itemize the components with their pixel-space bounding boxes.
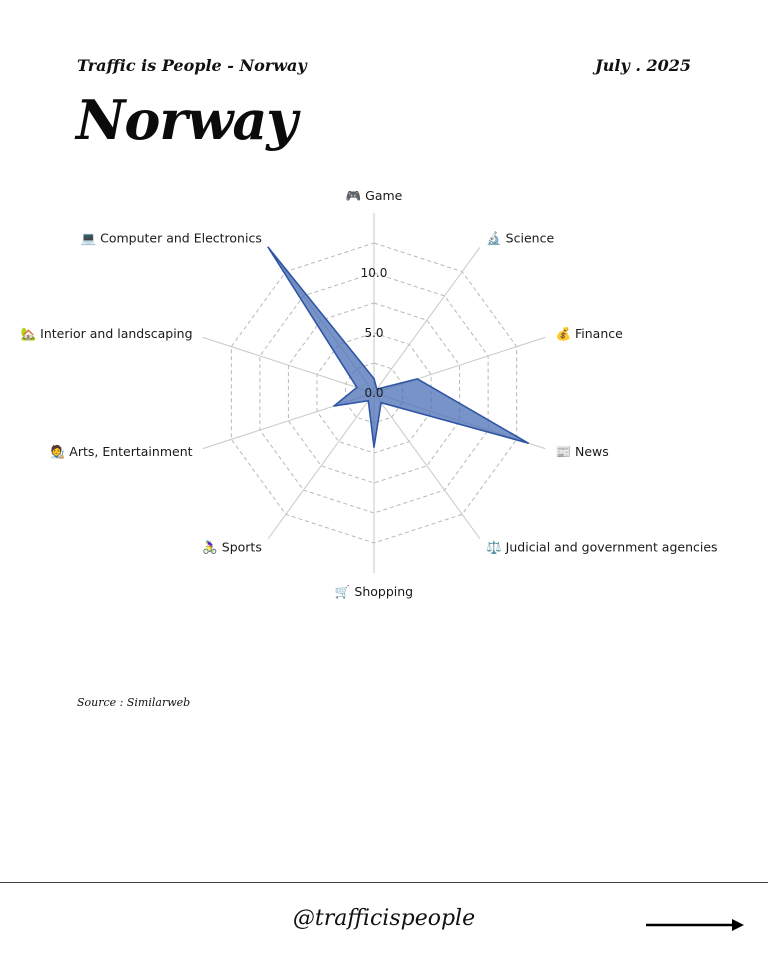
category-label: 📰 News <box>555 443 609 459</box>
chart-subtitle: Traffic is People - Norway <box>77 56 307 75</box>
series-point <box>356 387 358 389</box>
series-point <box>380 402 382 404</box>
category-label: 🚴‍♀️ Sports <box>202 539 262 555</box>
category-label: ⚖️ Judicial and government agencies <box>486 539 718 555</box>
series-point <box>373 378 375 380</box>
series-point <box>333 405 335 407</box>
category-label: 🛒 Shopping <box>334 583 414 599</box>
next-arrow-icon[interactable] <box>646 916 746 934</box>
category-label: 🎮 Game <box>345 190 403 204</box>
series-point <box>527 442 529 444</box>
page-title: Norway <box>76 88 297 152</box>
category-label: 🏡 Interior and landscaping <box>20 326 193 342</box>
source-note: Source : Similarweb <box>77 696 191 709</box>
radar-chart <box>0 190 768 600</box>
series-point <box>267 247 269 249</box>
social-handle[interactable]: @trafficispeople <box>292 906 476 931</box>
radar-series <box>267 247 528 448</box>
axis-line <box>374 247 480 393</box>
series-point <box>368 400 370 402</box>
radial-tick-label: 10.0 <box>360 266 388 280</box>
category-label: 🔬 Science <box>486 230 555 246</box>
report-date: July . 2025 <box>595 56 691 75</box>
axis-line <box>268 393 374 539</box>
series-area <box>268 247 528 447</box>
footer-divider <box>0 882 768 883</box>
radial-tick-label: 5.0 <box>364 326 384 340</box>
radial-tick-label: 0.0 <box>364 386 384 400</box>
category-label: 🧑‍🎨 Arts, Entertainment <box>49 443 193 459</box>
series-point <box>373 446 375 448</box>
category-label: 💰 Finance <box>555 326 623 342</box>
series-point <box>417 378 419 380</box>
category-label: 💻 Computer and Electronics <box>80 230 262 246</box>
